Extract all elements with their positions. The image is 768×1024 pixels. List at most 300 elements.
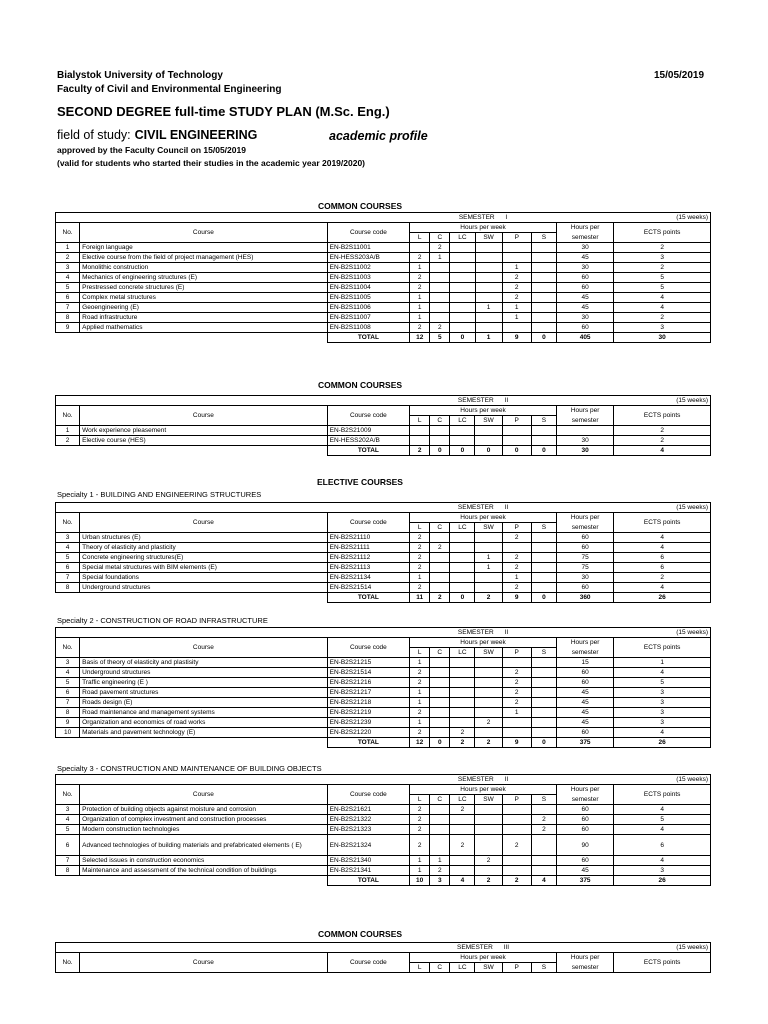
col-l-header: L xyxy=(410,233,430,243)
total-label: TOTAL xyxy=(327,333,410,343)
course-cell: 5 xyxy=(614,678,711,688)
table-row xyxy=(56,543,711,553)
course-cell xyxy=(450,573,475,583)
course-name: Road maintenance and management systems xyxy=(80,708,327,718)
course-code: EN-B2S11001 xyxy=(327,243,410,253)
course-table xyxy=(55,212,711,343)
col-code-header: Course code xyxy=(327,513,409,533)
table-row xyxy=(56,243,711,253)
course-cell xyxy=(450,583,475,593)
course-code: EN-B2S21113 xyxy=(327,563,409,573)
course-cell xyxy=(450,293,475,303)
course-cell: 2 xyxy=(56,436,80,446)
col-s-header: S xyxy=(531,795,556,805)
course-name: Theory of elasticity and plasticity xyxy=(80,543,327,553)
total-cell: 5 xyxy=(430,333,450,343)
course-name: Applied mathematics xyxy=(80,323,328,333)
course-cell xyxy=(450,678,475,688)
page-title: SECOND DEGREE full-time STUDY PLAN (M.Sc. Eng.) xyxy=(57,104,390,119)
course-cell xyxy=(475,313,502,323)
course-cell xyxy=(502,426,531,436)
course-cell: 60 xyxy=(556,323,613,333)
course-cell xyxy=(475,263,502,273)
course-name: Geoengineering (E) xyxy=(80,303,328,313)
course-cell: 1 xyxy=(410,313,430,323)
course-cell xyxy=(430,563,450,573)
course-cell: 4 xyxy=(614,543,711,553)
total-cell: 2 xyxy=(475,593,502,603)
hours-per-semester-header: Hours per xyxy=(556,406,613,416)
col-sw-header: SW xyxy=(475,416,502,426)
total-cell: 10 xyxy=(410,876,430,886)
total-cell: 4 xyxy=(614,446,711,456)
total-blank xyxy=(56,593,328,603)
semester-blank xyxy=(56,503,410,513)
course-cell: 60 xyxy=(556,583,613,593)
course-code: EN-B2S21514 xyxy=(327,583,409,593)
course-name: Foreign language xyxy=(80,243,328,253)
table-row xyxy=(56,658,711,668)
col-code-header: Course code xyxy=(327,223,410,243)
course-cell: 2 xyxy=(410,533,430,543)
course-cell: 2 xyxy=(475,718,502,728)
semester-label: SEMESTER I xyxy=(410,213,557,223)
total-cell: 30 xyxy=(614,333,711,343)
course-cell: 2 xyxy=(410,825,430,835)
course-cell xyxy=(410,243,430,253)
course-cell xyxy=(502,718,531,728)
ects-header: ECTS points xyxy=(614,406,711,426)
course-cell: 5 xyxy=(614,283,711,293)
course-code: EN-B2S11002 xyxy=(327,263,410,273)
course-cell xyxy=(430,573,450,583)
course-cell xyxy=(531,728,556,738)
course-cell xyxy=(475,273,502,283)
course-cell xyxy=(450,708,475,718)
course-name: Underground structures xyxy=(80,583,327,593)
table-row xyxy=(56,688,711,698)
course-cell: 2 xyxy=(531,825,556,835)
total-blank xyxy=(56,333,328,343)
semester-gap xyxy=(556,503,613,513)
specialty-2-title: Specialty 2 - CONSTRUCTION OF ROAD INFRASTRUCTURE xyxy=(57,616,268,625)
table-row xyxy=(56,563,711,573)
col-p-header: P xyxy=(502,963,531,973)
total-blank xyxy=(56,738,328,748)
total-cell: 12 xyxy=(410,333,430,343)
total-cell: 9 xyxy=(502,738,531,748)
table-row xyxy=(56,253,711,263)
total-cell: 0 xyxy=(430,446,450,456)
course-cell xyxy=(450,436,475,446)
course-cell: 4 xyxy=(56,668,80,678)
course-code: EN-B2S21111 xyxy=(327,543,409,553)
hours-per-semester-header: semester xyxy=(556,416,613,426)
course-cell: 8 xyxy=(56,866,80,876)
course-cell: 6 xyxy=(56,835,80,856)
hours-per-semester-header: semester xyxy=(556,795,613,805)
col-l-header: L xyxy=(410,795,430,805)
total-cell: 11 xyxy=(410,593,430,603)
common-courses-heading: COMMON COURSES xyxy=(317,380,403,390)
col-lc-header: LC xyxy=(450,795,475,805)
course-cell: 2 xyxy=(502,688,531,698)
course-cell xyxy=(475,688,502,698)
semester-blank xyxy=(56,396,410,406)
total-label: TOTAL xyxy=(327,593,409,603)
course-cell: 2 xyxy=(614,263,711,273)
course-cell: 2 xyxy=(531,815,556,825)
common-courses-heading: COMMON COURSES xyxy=(317,929,403,939)
course-cell: 45 xyxy=(556,866,613,876)
col-no-header: No. xyxy=(56,638,80,658)
course-cell xyxy=(450,825,475,835)
col-code-header: Course code xyxy=(327,785,409,805)
course-cell xyxy=(410,436,430,446)
table-row xyxy=(56,426,711,436)
course-cell xyxy=(475,835,502,856)
col-l-header: L xyxy=(410,523,430,533)
total-cell: 0 xyxy=(531,593,556,603)
course-cell: 9 xyxy=(56,718,80,728)
course-cell: 1 xyxy=(475,303,502,313)
course-cell: 5 xyxy=(614,273,711,283)
course-cell xyxy=(450,668,475,678)
course-cell: 1 xyxy=(502,313,531,323)
total-cell: 375 xyxy=(556,738,613,748)
specialty-3-title: Specialty 3 - CONSTRUCTION AND MAINTENANCE OF BUILDING OBJECTS xyxy=(57,764,322,773)
course-name: Basis of theory of elasticity and plastisity xyxy=(80,658,327,668)
hours-per-semester-header: semester xyxy=(556,523,613,533)
course-cell: 4 xyxy=(56,815,80,825)
course-name: Special foundations xyxy=(80,573,327,583)
col-p-header: P xyxy=(502,795,531,805)
course-code: EN-B2S11006 xyxy=(327,303,410,313)
semester-gap xyxy=(556,213,613,223)
course-cell: 2 xyxy=(614,436,711,446)
course-code: EN-B2S21215 xyxy=(327,658,409,668)
course-cell: 2 xyxy=(614,313,711,323)
course-cell: 2 xyxy=(410,583,430,593)
col-no-header: No. xyxy=(56,785,80,805)
total-blank xyxy=(56,446,328,456)
course-cell: 1 xyxy=(502,263,531,273)
course-cell: 2 xyxy=(614,243,711,253)
weeks-label: (15 weeks) xyxy=(614,213,711,223)
total-cell: 0 xyxy=(531,333,556,343)
course-code: EN-B2S21009 xyxy=(327,426,409,436)
course-cell: 90 xyxy=(556,835,613,856)
total-cell: 12 xyxy=(410,738,430,748)
course-cell: 6 xyxy=(614,553,711,563)
course-code: EN-HESS202A/B xyxy=(327,436,409,446)
total-cell: 4 xyxy=(531,876,556,886)
course-cell: 1 xyxy=(56,426,80,436)
col-sw-header: SW xyxy=(475,795,502,805)
semester-label: SEMESTER II xyxy=(410,503,557,513)
course-cell xyxy=(450,283,475,293)
course-cell: 4 xyxy=(56,543,80,553)
hours-per-semester-header: Hours per xyxy=(556,513,613,523)
course-cell xyxy=(450,263,475,273)
course-cell xyxy=(531,283,556,293)
course-cell xyxy=(430,658,450,668)
course-cell xyxy=(475,866,502,876)
course-cell: 6 xyxy=(614,835,711,856)
hours-per-semester-header: Hours per xyxy=(556,785,613,795)
col-no-header: No. xyxy=(56,223,80,243)
course-cell xyxy=(450,426,475,436)
table-row xyxy=(56,856,711,866)
col-lc-header: LC xyxy=(450,416,475,426)
course-cell xyxy=(502,866,531,876)
total-cell: 30 xyxy=(556,446,613,456)
course-code: EN-B2S11005 xyxy=(327,293,410,303)
course-cell: 2 xyxy=(410,668,430,678)
course-cell xyxy=(502,323,531,333)
validity-note: (valid for students who started their studies in the academic year 2019/2020) xyxy=(57,158,365,168)
hours-per-week-header: Hours per week xyxy=(410,406,557,416)
course-cell xyxy=(502,436,531,446)
course-cell: 2 xyxy=(410,805,430,815)
col-sw-header: SW xyxy=(475,648,502,658)
course-cell: 2 xyxy=(56,253,80,263)
total-cell: 9 xyxy=(502,333,531,343)
table-row xyxy=(56,283,711,293)
course-cell xyxy=(475,283,502,293)
ects-header: ECTS points xyxy=(614,513,711,533)
course-cell: 2 xyxy=(410,708,430,718)
course-name: Selected issues in construction economics xyxy=(80,856,327,866)
course-cell: 2 xyxy=(410,815,430,825)
col-no-header: No. xyxy=(56,953,80,973)
course-name: Work experience pleasement xyxy=(80,426,327,436)
course-cell: 4 xyxy=(614,583,711,593)
course-cell: 2 xyxy=(502,283,531,293)
total-cell: 375 xyxy=(556,876,613,886)
course-code: EN-B2S11008 xyxy=(327,323,410,333)
table-row xyxy=(56,583,711,593)
table-row xyxy=(56,708,711,718)
hours-per-week-header: Hours per week xyxy=(410,638,557,648)
ects-header: ECTS points xyxy=(614,638,711,658)
course-cell: 2 xyxy=(410,543,430,553)
course-cell: 3 xyxy=(614,323,711,333)
semester-gap xyxy=(556,628,613,638)
table-row xyxy=(56,835,711,856)
course-cell: 4 xyxy=(614,825,711,835)
semester-gap xyxy=(556,775,613,785)
course-cell xyxy=(502,658,531,668)
course-cell xyxy=(475,805,502,815)
course-name: Advanced technologies of building materials and prefabricated elements ( E) xyxy=(80,835,327,856)
course-table xyxy=(55,627,711,748)
course-cell: 60 xyxy=(556,856,613,866)
course-code: EN-B2S21322 xyxy=(327,815,409,825)
total-blank xyxy=(56,876,328,886)
course-code: EN-B2S11003 xyxy=(327,273,410,283)
semester-blank xyxy=(56,775,410,785)
course-cell xyxy=(475,436,502,446)
course-name: Underground structures xyxy=(80,668,327,678)
col-code-header: Course code xyxy=(327,953,409,973)
course-cell xyxy=(531,323,556,333)
col-code-header: Course code xyxy=(327,406,409,426)
course-cell xyxy=(430,835,450,856)
course-code: EN-B2S21217 xyxy=(327,688,409,698)
course-code: EN-B2S21220 xyxy=(327,728,409,738)
course-code: EN-B2S21239 xyxy=(327,718,409,728)
total-cell: 2 xyxy=(475,738,502,748)
course-cell: 30 xyxy=(556,263,613,273)
course-cell xyxy=(450,698,475,708)
col-c-header: C xyxy=(430,416,450,426)
hours-per-semester-header: Hours per xyxy=(556,953,613,963)
course-cell: 3 xyxy=(56,805,80,815)
col-s-header: S xyxy=(531,963,556,973)
course-cell xyxy=(531,553,556,563)
course-name: Materials and pavement technology (E) xyxy=(80,728,327,738)
course-cell: 4 xyxy=(614,303,711,313)
course-cell xyxy=(430,583,450,593)
course-cell: 7 xyxy=(56,698,80,708)
course-cell: 5 xyxy=(56,553,80,563)
elective-courses-heading: ELECTIVE COURSES xyxy=(317,477,403,487)
course-cell: 60 xyxy=(556,668,613,678)
total-cell: 4 xyxy=(450,876,475,886)
course-cell: 3 xyxy=(614,718,711,728)
col-s-header: S xyxy=(531,233,556,243)
course-cell: 4 xyxy=(614,533,711,543)
total-cell: 26 xyxy=(614,738,711,748)
course-cell: 3 xyxy=(56,263,80,273)
col-course-header: Course xyxy=(80,406,327,426)
course-cell xyxy=(450,243,475,253)
course-cell xyxy=(475,825,502,835)
course-cell: 1 xyxy=(410,263,430,273)
course-cell: 1 xyxy=(430,856,450,866)
course-cell: 2 xyxy=(502,678,531,688)
course-cell xyxy=(531,263,556,273)
total-cell: 0 xyxy=(450,333,475,343)
course-code: EN-B2S21621 xyxy=(327,805,409,815)
total-cell: 2 xyxy=(502,876,531,886)
course-cell xyxy=(475,243,502,253)
course-cell xyxy=(450,253,475,263)
faculty-name: Faculty of Civil and Environmental Engineering xyxy=(57,84,282,95)
total-cell: 3 xyxy=(430,876,450,886)
course-name: Organization and economics of road works xyxy=(80,718,327,728)
course-cell xyxy=(531,805,556,815)
col-course-header: Course xyxy=(80,785,327,805)
semester-blank xyxy=(56,628,410,638)
hours-per-semester-header: Hours per xyxy=(556,638,613,648)
table-row xyxy=(56,805,711,815)
course-cell: 2 xyxy=(502,563,531,573)
course-name: Prestressed concrete structures (E) xyxy=(80,283,328,293)
col-c-header: C xyxy=(430,795,450,805)
course-cell: 8 xyxy=(56,583,80,593)
course-cell xyxy=(556,426,613,436)
total-cell: 2 xyxy=(430,593,450,603)
total-cell: 0 xyxy=(531,738,556,748)
field-of-study xyxy=(57,128,257,142)
course-cell xyxy=(531,563,556,573)
table-row xyxy=(56,533,711,543)
course-cell: 2 xyxy=(410,835,430,856)
table-row xyxy=(56,718,711,728)
course-name: Elective course (HES) xyxy=(80,436,327,446)
course-cell xyxy=(450,856,475,866)
course-cell: 2 xyxy=(502,583,531,593)
hours-per-week-header: Hours per week xyxy=(410,513,557,523)
total-cell: 26 xyxy=(614,876,711,886)
col-lc-header: LC xyxy=(450,523,475,533)
table-row xyxy=(56,698,711,708)
course-cell xyxy=(430,688,450,698)
course-cell: 15 xyxy=(556,658,613,668)
course-name: Concrete engineering structures(E) xyxy=(80,553,327,563)
course-cell xyxy=(450,866,475,876)
specialty-1-title: Specialty 1 - BUILDING AND ENGINEERING STRUCTURES xyxy=(57,490,262,499)
course-cell xyxy=(450,543,475,553)
semester-label: SEMESTER II xyxy=(410,396,557,406)
total-cell: 0 xyxy=(430,738,450,748)
total-label: TOTAL xyxy=(327,446,409,456)
course-table xyxy=(55,774,711,886)
course-cell xyxy=(430,436,450,446)
course-cell: 2 xyxy=(450,835,475,856)
course-cell: 1 xyxy=(410,688,430,698)
total-cell: 0 xyxy=(502,446,531,456)
hours-per-semester-header: semester xyxy=(556,963,613,973)
course-code: EN-HESS203A/B xyxy=(327,253,410,263)
course-cell: 4 xyxy=(614,668,711,678)
course-cell: 3 xyxy=(614,698,711,708)
col-p-header: P xyxy=(502,648,531,658)
total-cell: 1 xyxy=(475,333,502,343)
total-cell: 0 xyxy=(531,446,556,456)
table-row xyxy=(56,273,711,283)
course-cell xyxy=(531,273,556,283)
course-cell xyxy=(502,825,531,835)
hours-per-semester-header: Hours per xyxy=(556,223,613,233)
table-row xyxy=(56,293,711,303)
total-cell: 405 xyxy=(556,333,613,343)
course-cell xyxy=(475,698,502,708)
table-row xyxy=(56,815,711,825)
course-cell xyxy=(430,805,450,815)
course-cell: 5 xyxy=(56,283,80,293)
course-code: EN-B2S21341 xyxy=(327,866,409,876)
course-cell xyxy=(531,658,556,668)
course-cell: 60 xyxy=(556,273,613,283)
course-cell xyxy=(475,658,502,668)
course-cell xyxy=(531,243,556,253)
col-p-header: P xyxy=(502,233,531,243)
col-l-header: L xyxy=(410,648,430,658)
course-cell: 75 xyxy=(556,563,613,573)
table-row xyxy=(56,668,711,678)
course-cell xyxy=(430,303,450,313)
course-cell: 2 xyxy=(614,426,711,436)
table-row xyxy=(56,866,711,876)
course-code: EN-B2S21340 xyxy=(327,856,409,866)
course-cell xyxy=(450,313,475,323)
course-code: EN-B2S21216 xyxy=(327,678,409,688)
course-cell xyxy=(430,718,450,728)
ects-header: ECTS points xyxy=(614,785,711,805)
